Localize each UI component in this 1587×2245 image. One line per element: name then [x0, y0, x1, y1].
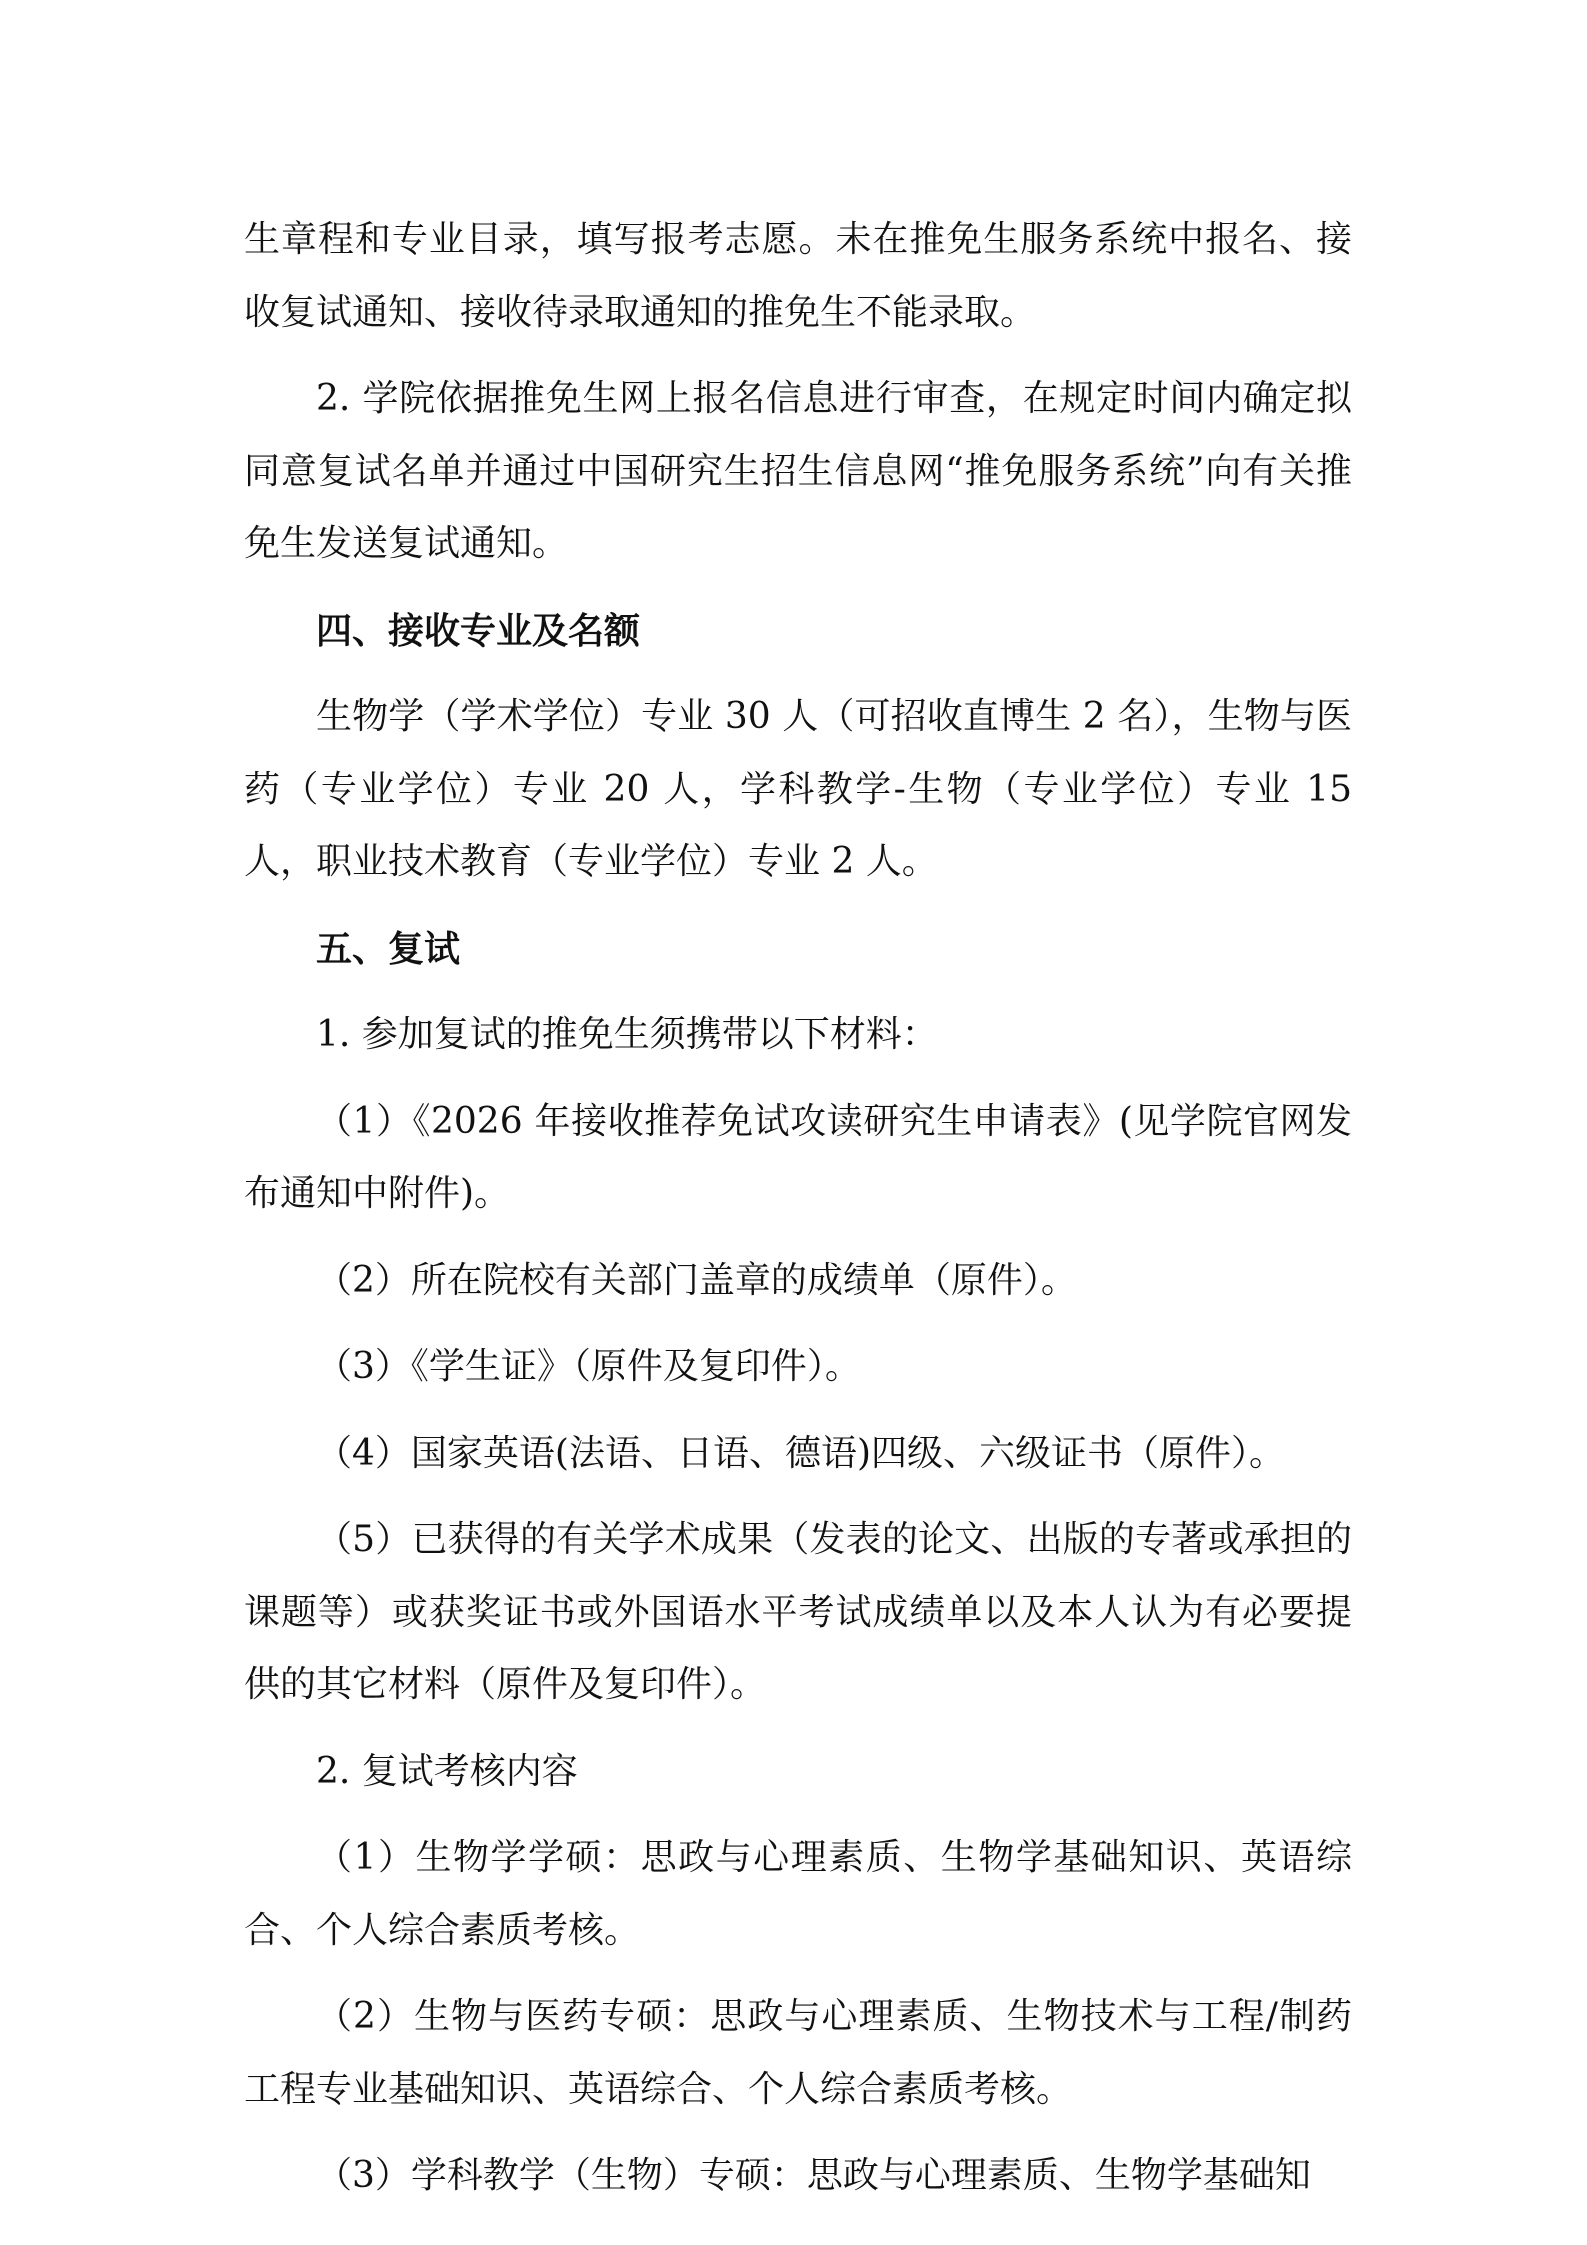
exam-content-item-3: （3）学科教学（生物）专硕：思政与心理素质、生物学基础知: [316, 2155, 1311, 2196]
document-body: [244, 204, 1352, 2227]
section-heading-majors-quota: 四、接收专业及名额: [316, 609, 641, 652]
exam-content-item-1: （1）生物学学硕：思政与心理素质、生物学基础知识、英语综合、个人综合素质考核。: [244, 1837, 1352, 1951]
paragraph-registration-continuation: 生章程和专业目录，填写报考志愿。未在推免生服务系统中报名、接收复试通知、接收待录取通知的推免生不能录取。: [244, 219, 1352, 333]
material-item-5: （5）已获得的有关学术成果（发表的论文、出版的专著或承担的课题等）或获奖证书或外国语水平考试成绩单以及本人认为有必要提供的其它材料（原件及复印件）。: [244, 1519, 1352, 1705]
paragraph-exam-content-intro: 2. 复试考核内容: [316, 1750, 578, 1792]
material-item-1: （1）《2026 年接收推荐免试攻读研究生申请表》(见学院官网发布通知中附件)。: [244, 1100, 1352, 1214]
paragraph-majors-quota: 生物学（学术学位）专业 30 人（可招收直博生 2 名），生物与医药（专业学位）专业 20 人，学科教学-生物（专业学位）专业 15 人，职业技术教育（专业学位）专业 2 人。: [244, 696, 1352, 882]
section-heading-reexam: 五、复试: [316, 927, 461, 970]
exam-content-item-2: （2）生物与医药专硕：思政与心理素质、生物技术与工程/制药工程专业基础知识、英语综合、个人综合素质考核。: [244, 1996, 1352, 2110]
material-item-4: （4）国家英语(法语、日语、德语)四级、六级证书（原件）。: [316, 1432, 1285, 1474]
paragraph-review-notice: 2. 学院依据推免生网上报名信息进行审查，在规定时间内确定拟同意复试名单并通过中国研究生招生信息网“推免服务系统”向有关推免生发送复试通知。: [244, 378, 1352, 564]
material-item-3: （3）《学生证》（原件及复印件）。: [316, 1346, 861, 1387]
paragraph-materials-intro: 1. 参加复试的推免生须携带以下材料：: [316, 1014, 938, 1055]
material-item-2: （2）所在院校有关部门盖章的成绩单（原件）。: [316, 1259, 1077, 1301]
